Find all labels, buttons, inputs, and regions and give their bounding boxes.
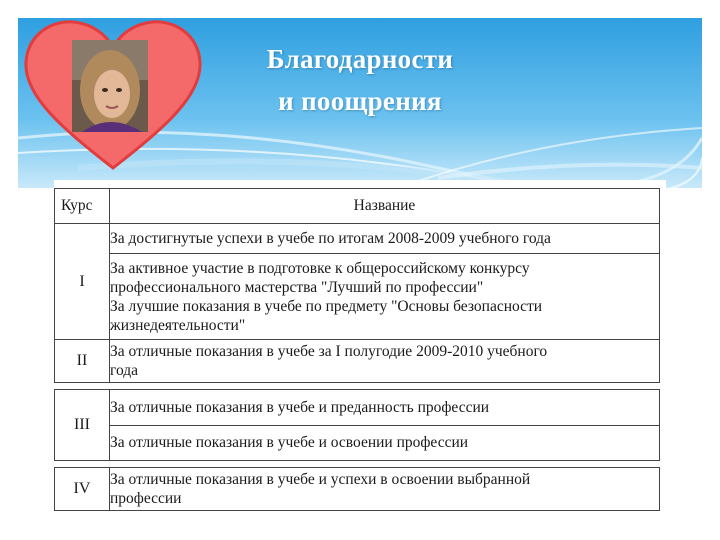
course-cell: II (55, 340, 110, 383)
header-name: Название (110, 189, 660, 224)
award-line: года (110, 362, 139, 379)
award-cell (110, 390, 660, 426)
award-line: профессии (110, 490, 182, 507)
award-cell (110, 468, 660, 511)
award-line: За отличные показания в учебе за I полугодие 2009-2010 учебного (110, 343, 548, 360)
award-cell (110, 254, 660, 340)
spacer-row (55, 383, 660, 390)
title-line-2: и поощрения (278, 86, 442, 116)
course-cell: III (55, 390, 110, 461)
award-line: За отличные показания в учебе и преданность профессии (110, 398, 490, 416)
table-row (55, 340, 660, 383)
course-cell: I (55, 224, 110, 340)
slide-title (210, 38, 510, 122)
award-cell (110, 340, 660, 383)
table-row (55, 254, 660, 340)
award-cell (110, 425, 660, 461)
award-line: жизнедеятельности" (110, 316, 246, 334)
table-row (55, 425, 660, 461)
awards-table (54, 188, 660, 511)
table-row (55, 390, 660, 426)
award-line: профессионального мастерства "Лучший по профессии" (110, 278, 484, 296)
award-line: За отличные показания в учебе и освоении профессии (110, 434, 469, 452)
award-cell (110, 224, 660, 254)
header-course: Курс (55, 189, 110, 224)
portrait-photo (72, 40, 148, 132)
course-cell: IV (55, 468, 110, 511)
award-line: За активное участие в подготовке к общероссийскому конкурсу (110, 259, 530, 277)
table-row (55, 468, 660, 511)
spacer-row (55, 461, 660, 468)
title-line-1: Благодарности (266, 44, 454, 74)
table-container (54, 180, 666, 510)
table-row (55, 224, 660, 254)
award-line: За лучшие показания в учебе по предмету "Основы безопасности (110, 297, 543, 315)
table-header-row (55, 189, 660, 224)
award-line: За достигнутые успехи в учебе по итогам 2008-2009 учебного года (110, 230, 551, 248)
award-line: За отличные показания в учебе и успехи в освоении выбранной (110, 471, 531, 488)
